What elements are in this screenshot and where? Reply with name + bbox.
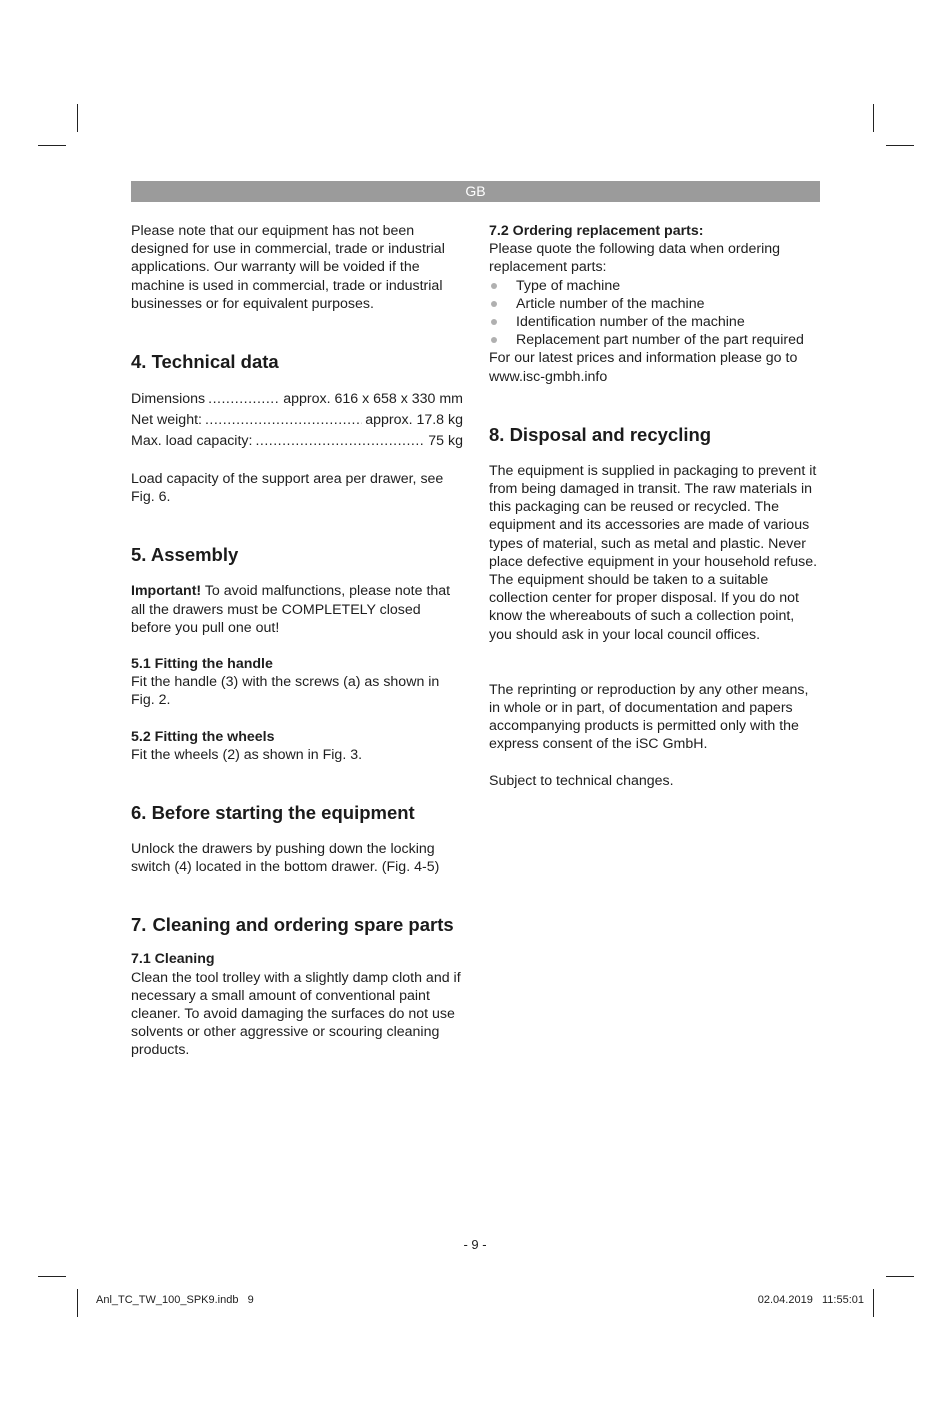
spec-label: Max. load capacity:: [131, 433, 253, 450]
important-label: Important!: [131, 583, 202, 600]
important-note: [131, 582, 463, 637]
spec-row: [131, 389, 463, 410]
spec-value: approx. 616 x 658 x 330 mm: [283, 391, 463, 408]
ordering-parts-intro: Please quote the following data when ordering replacement parts:: [489, 241, 781, 276]
disposal-heading: 8. Disposal and recycling: [489, 423, 712, 445]
crop-mark: [77, 1289, 78, 1317]
list-item: Identification number of the machine: [489, 313, 821, 331]
spec-row: [131, 410, 463, 431]
cleaning-subheading: 7.1 Cleaning: [131, 951, 215, 968]
spec-label: Dimensions: [131, 391, 206, 408]
crop-mark: [873, 104, 874, 132]
footer-timestamp: 02.04.2019 11:55:01: [757, 1294, 864, 1306]
technical-changes-notice: Subject to technical changes.: [489, 772, 674, 789]
disposal-text: The equipment is supplied in packaging to prevent it from being damaged in transit. The raw materials in this packaging can be reused or recycled. The equipment and its accessories are made of various types of material, such as metal and plastic. Never place defective equipment in your household refuse. The equipment should be taken to a suitable collection center for proper disposal. If you do not know the whereabouts of such a collection point, you should ask in your local council offices.: [489, 462, 818, 643]
intro-paragraph: Please note that our equipment has not been designed for use in commercial, trade or industrial applications. Our warranty will be voided if the machine is used in commercial, trade or industrial businesses or for equivalent purposes.: [131, 223, 445, 312]
spec-row: [131, 431, 463, 452]
fitting-handle-text: Fit the handle (3) with the screws (a) as shown in Fig. 2.: [131, 674, 440, 709]
ordering-parts-heading: 7.2 Ordering replacement parts:: [489, 223, 704, 239]
assembly-heading: 5. Assembly: [131, 544, 239, 566]
cleaning-heading-number: 7.: [131, 914, 147, 936]
list-item: Article number of the machine: [489, 295, 821, 313]
fitting-handle-heading: 5.1 Fitting the handle: [131, 656, 273, 673]
crop-mark: [77, 104, 78, 132]
load-capacity-note: Load capacity of the support area per drawer, see Fig. 6.: [131, 471, 444, 506]
fitting-wheels-heading: 5.2 Fitting the wheels: [131, 728, 275, 745]
before-starting-heading: 6. Before starting the equipment: [131, 802, 415, 824]
spec-value: approx. 17.8 kg: [365, 412, 463, 429]
crop-mark: [873, 1289, 874, 1317]
cleaning-text: Clean the tool trolley with a slightly damp cloth and if necessary a small amount of conventional paint cleaner. To avoid damaging the surfaces do not use solvents or other aggressive or scouring cleaning products.: [131, 969, 461, 1059]
footer-file-name: Anl_TC_TW_100_SPK9.indb 9: [96, 1294, 254, 1306]
spec-label: Net weight:: [131, 412, 202, 429]
before-starting-text: Unlock the drawers by pushing down the locking switch (4) located in the bottom drawer. (Fig. 4-5): [131, 841, 440, 876]
crop-mark: [38, 1276, 66, 1277]
cleaning-heading-title: Cleaning and ordering spare parts: [152, 914, 454, 936]
language-label: GB: [465, 183, 486, 199]
spec-list: [131, 389, 463, 452]
left-column: [131, 222, 463, 1060]
crop-mark: [886, 1276, 914, 1277]
crop-mark: [38, 145, 66, 146]
important-text: To avoid malfunctions, please note that all the drawers must be COMPLETELY closed before you pull one out!: [131, 583, 451, 636]
technical-data-heading: 4. Technical data: [131, 351, 279, 373]
ordering-parts-outro: For our latest prices and information please go to www.isc-gmbh.info: [489, 350, 798, 385]
list-item: Replacement part number of the part required: [489, 331, 821, 349]
right-column: [489, 222, 821, 790]
list-item: Type of machine: [489, 277, 821, 295]
cleaning-heading: [131, 913, 463, 936]
reprint-notice: The reprinting or reproduction by any other means, in whole or in part, of documentation and papers accompanying products is permitted only with the express consent of the iSC GmbH.: [489, 681, 809, 753]
language-band: [131, 181, 820, 202]
crop-mark: [886, 145, 914, 146]
ordering-parts-list: [489, 277, 821, 350]
page-number: - 9 -: [463, 1237, 487, 1252]
fitting-wheels-text: Fit the wheels (2) as shown in Fig. 3.: [131, 746, 363, 763]
spec-value: 75 kg: [428, 433, 463, 450]
